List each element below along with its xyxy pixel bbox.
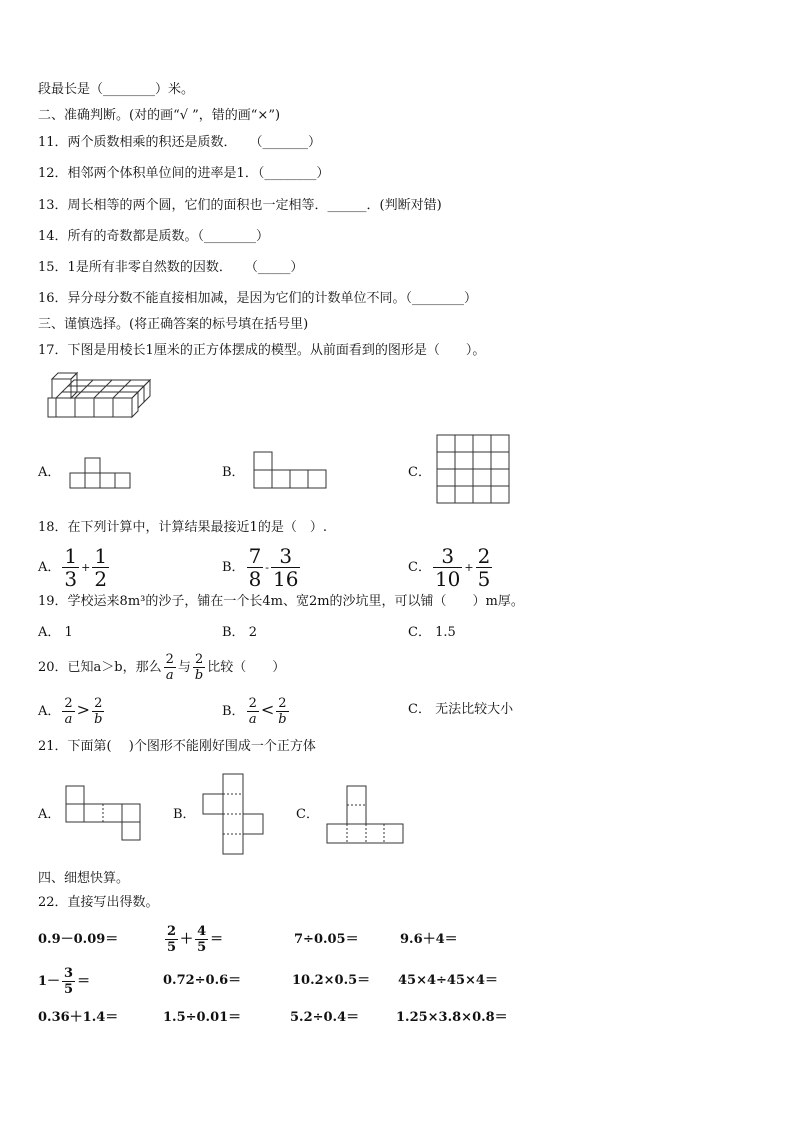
calc-item: $\frac{2}{5}$ ＋ $\frac{4}{5}$ ＝ [167, 924, 224, 955]
fraction: $\frac{2}{5}$ [477, 544, 491, 591]
q17-option-a-label: A． [38, 465, 61, 480]
q21-option-a-label: A． [38, 807, 61, 822]
fill-in-line: 段最长是（________）米。 [38, 82, 195, 97]
calc-item: 0.72÷0.6＝ [163, 973, 242, 988]
fraction: $\frac{7}{8}$ [248, 544, 262, 591]
calc-item: 1.5÷0.01＝ [163, 1010, 242, 1025]
question-20: 20．已知a＞b，那么 $\frac{2}{a}$ 与 $\frac{2}{b}$ 比较（ ） [38, 652, 286, 683]
q20-option-a: A． $\frac{2}{a}$ > $\frac{2}{b}$ [38, 696, 103, 727]
fraction: $\frac{1}{2}$ [94, 544, 108, 591]
q17-option-b-figure [254, 452, 330, 490]
q18-option-c: C． $\frac{3}{10}$ + $\frac{2}{5}$ [408, 544, 491, 591]
calc-item: 0.9－0.09＝ [38, 932, 119, 947]
q19-option-b: B． 2 [222, 625, 257, 640]
calc-item: 7÷0.05＝ [294, 932, 359, 947]
question-19: 19．学校运来8m³的沙子，铺在一个长4m、宽2m的沙坑里，可以铺（ ）m厚。 [38, 594, 524, 609]
q21-option-c-label: C． [296, 807, 319, 822]
q17-option-c-label: C． [408, 465, 431, 480]
question-11: 11．两个质数相乘的积还是质数． （_______） [38, 135, 322, 150]
fraction: $\frac{1}{3}$ [64, 544, 78, 591]
question-17: 17．下图是用棱长1厘米的正方体摆成的模型。从前面看到的图形是（ ）。 [38, 343, 486, 358]
q17-option-b-label: B． [222, 465, 245, 480]
q21-option-b-label: B． [173, 807, 196, 822]
question-21: 21．下面第( )个图形不能刚好围成一个正方体 [38, 739, 316, 754]
q20-option-b: B． $\frac{2}{a}$ < $\frac{2}{b}$ [222, 696, 287, 727]
q21-net-c-figure [327, 786, 407, 846]
calc-item: 1.25×3.8×0.8＝ [396, 1010, 508, 1025]
question-14: 14．所有的奇数都是质数。（________） [38, 229, 270, 244]
q21-net-b-figure [203, 774, 267, 856]
q20-option-c: C． 无法比较大小 [408, 702, 514, 717]
q17-option-a-figure [70, 458, 132, 490]
option-label: A． [38, 560, 61, 575]
option-label: C． [408, 560, 431, 575]
fraction: $\frac{3}{10}$ [434, 544, 461, 591]
question-13: 13．周长相等的两个圆，它们的面积也一定相等．______．(判断对错) [38, 198, 442, 213]
q17-option-c-figure [437, 435, 513, 505]
calc-item: 5.2÷0.4＝ [290, 1010, 360, 1025]
question-15: 15．1是所有非零自然数的因数． （_____） [38, 260, 304, 275]
calc-item: 9.6＋4＝ [400, 932, 458, 947]
section-2-heading: 二、准确判断。(对的画“√ ”，错的画“×”) [38, 108, 281, 123]
calc-item: 10.2×0.5＝ [292, 973, 371, 988]
fraction: $\frac{3}{16}$ [273, 544, 299, 591]
calc-item: 45×4÷45×4＝ [398, 973, 498, 988]
option-label: B． [222, 560, 245, 575]
section-3-heading: 三、谨慎选择。(将正确答案的标号填在括号里) [38, 317, 309, 332]
question-12: 12．相邻两个体积单位间的进率是1．（________） [38, 166, 330, 181]
q18-option-a: A． $\frac{1}{3}$ + $\frac{1}{2}$ [38, 544, 108, 591]
calc-item: 1－ $\frac{3}{5}$ ＝ [38, 966, 91, 997]
q19-option-a: A． 1 [38, 625, 73, 640]
q19-option-c: C． 1.5 [408, 625, 456, 640]
q21-net-a-figure [66, 786, 144, 844]
question-22: 22．直接写出得数。 [38, 895, 159, 910]
section-4-heading: 四、细想快算。 [38, 871, 130, 886]
cube-model-figure [44, 372, 154, 422]
question-16: 16．异分母分数不能直接相加减，是因为它们的计数单位不同。（________） [38, 291, 478, 306]
question-18: 18．在下列计算中，计算结果最接近1的是（ ）. [38, 520, 327, 535]
q18-option-b: B． $\frac{7}{8}$ - $\frac{3}{16}$ [222, 544, 299, 591]
calc-item: 0.36＋1.4＝ [38, 1010, 119, 1025]
